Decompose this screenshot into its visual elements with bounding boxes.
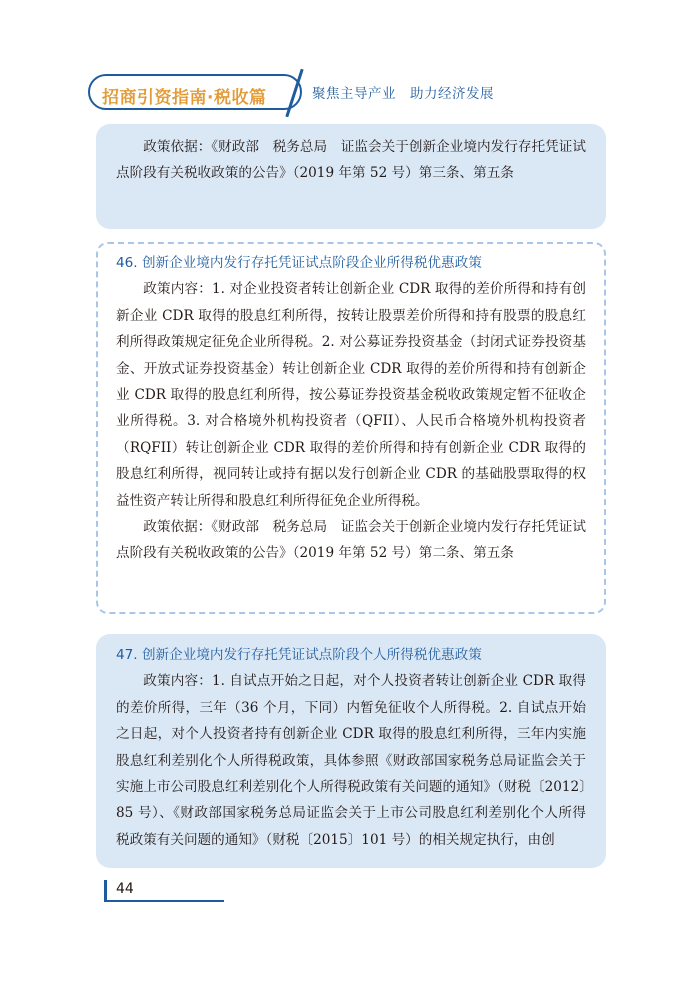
footer-underline — [104, 900, 224, 902]
page-number: 44 — [116, 881, 134, 897]
footer-accent-bar — [104, 880, 107, 902]
page-header — [88, 68, 688, 114]
policy-content-text: 政策内容：1. 自试点开始之日起，对个人投资者转让创新企业 CDR 取得的差价所得，三年（36 个月，下同）内暂免征收个人所得税。2. 自试点开始之日起，对个人投资者持有创新企业 CDR 取得的股息红利所得，三年内实施股息红利差别化个人所得税政策，具体参照《财政部国家税务总局证监会关于实施上市公司股息红利差别化个人所得税政策有关问题的通知》（财税〔2012〕85 号）、《财政部国家税务总局证监会关于上市公司股息红利差别化个人所得税政策有关问题的通知》（财税〔2015〕101 号）的相关规定执行，由创 — [116, 673, 586, 848]
policy-title: 46. 创新企业境内发行存托凭证试点阶段企业所得税优惠政策 — [116, 255, 482, 271]
policy-content-text: 政策内容：1. 对企业投资者转让创新企业 CDR 取得的差价所得和持有创新企业 CDR 取得的股息红利所得，按转让股票差价所得和持有股票的股息红利所得政策规定征免企业所得税。2. 对公募证券投资基金（封闭式证券投资基金、开放式证券投资基金）转让创新企业 CDR 取得的差价所得和持有创新企业 CDR 取得的股息红利所得，按公募证券投资基金税收政策规定暂不征收企业所得税。3. 对合格境外机构投资者（QFII）、人民币合格境外机构投资者（RQFII）转让创新企业 CDR 取得的差价所得和持有创新企业 CDR 取得的股息红利所得，视同转让或持有据以发行创新企业 CDR 的基础股票取得的权益性资产转让所得和股息红利所得征免企业所得税。 — [116, 281, 586, 509]
policy-basis-text: 政策依据：《财政部 税务总局 证监会关于创新企业境内发行存托凭证试点阶段有关税收政策的公告》（2019 年第 52 号）第三条、第五条 — [116, 139, 586, 182]
policy-title: 47. 创新企业境内发行存托凭证试点阶段个人所得税优惠政策 — [116, 647, 482, 663]
header-title: 招商引资指南·税收篇 — [102, 88, 267, 108]
policy-basis-text: 政策依据：《财政部 税务总局 证监会关于创新企业境内发行存托凭证试点阶段有关税收政策的公告》（2019 年第 52 号）第二条、第五条 — [116, 519, 586, 562]
policy-item-47 — [96, 634, 606, 868]
policy-item-46 — [96, 242, 606, 614]
header-title-frame — [88, 74, 302, 110]
previous-policy-basis-box — [96, 124, 606, 229]
header-slogan: 聚焦主导产业 助力经济发展 — [312, 86, 494, 102]
